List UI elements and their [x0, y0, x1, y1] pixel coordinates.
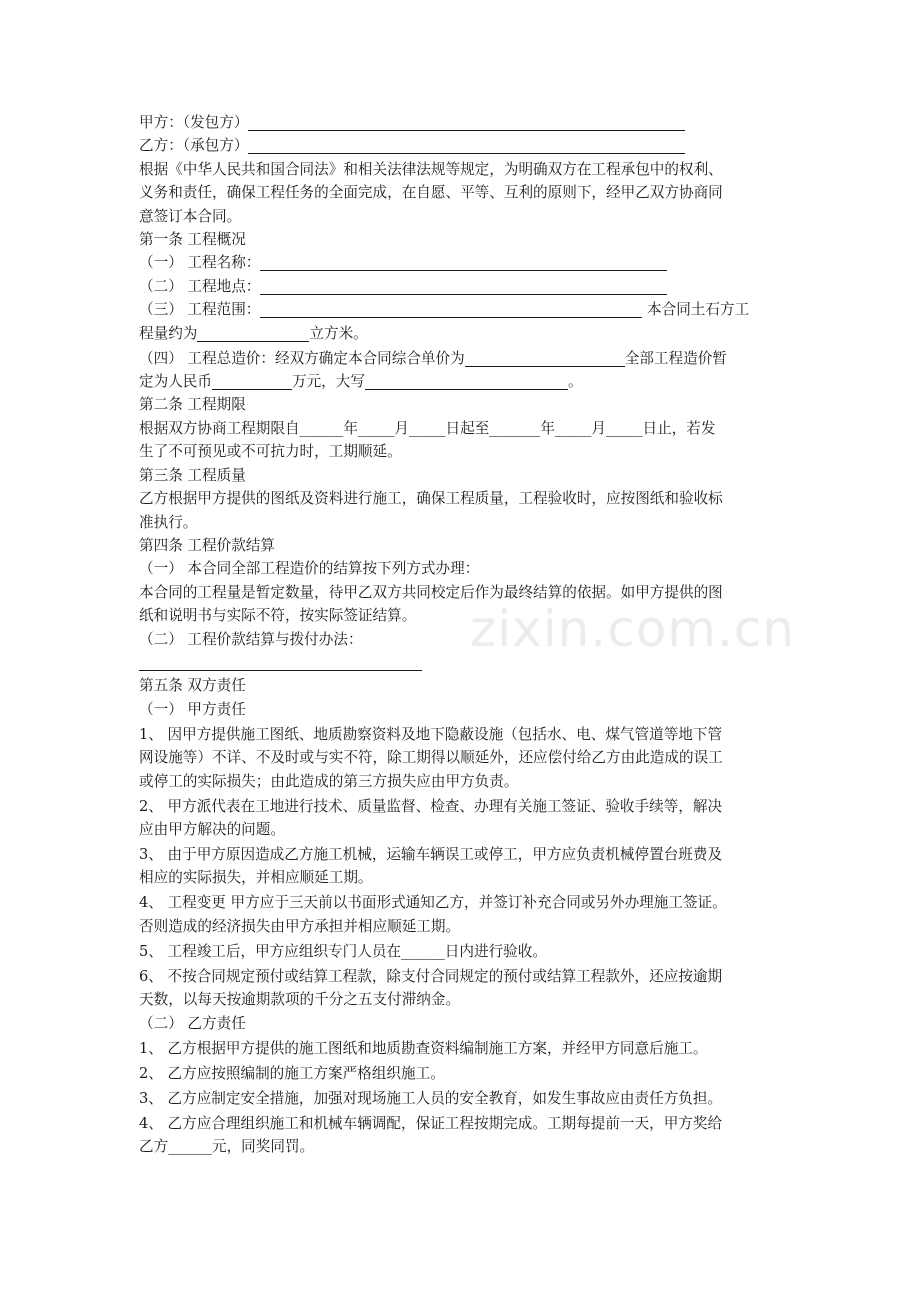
clause-line: 4、 工程变更 甲方应于三天前以书面形式通知乙方，并签订补充合同或另外办理施工签证。	[139, 894, 727, 912]
volume-line: 程量约为 立方米。	[139, 324, 368, 342]
fill-blank[interactable]	[465, 349, 625, 367]
term-line: 生了不可预见或不可抗力时，工期顺延。	[139, 443, 402, 461]
clause-line: 1、 因甲方提供施工图纸、地质勘察资料及地下隐蔽设施（包括水、电、煤气管道等地下管	[139, 725, 723, 743]
article-heading: 第一条 工程概况	[139, 231, 246, 249]
fill-blank[interactable]	[248, 113, 685, 131]
section-heading: （一） 甲方责任	[139, 700, 246, 718]
fill-blank[interactable]	[248, 136, 685, 154]
total-cost-line: （四） 工程总造价：经双方确定本合同综合单价为 全部工程造价暂	[139, 349, 727, 367]
watermark: zixin.com.cn	[470, 600, 796, 658]
rmb-amount-line: 定为人民币 万元，大写 。	[139, 373, 583, 391]
fill-blank[interactable]	[260, 277, 667, 295]
fill-blank[interactable]	[212, 372, 292, 390]
section-heading: （二） 乙方责任	[139, 1014, 246, 1032]
settlement-blank-line	[139, 651, 789, 674]
clause-line: 否则造成的经济损失由甲方承担并相应顺延工期。	[139, 917, 461, 935]
quality-line: 乙方根据甲方提供的图纸及资料进行施工，确保工程质量，工程验收时，应按图纸和验收标	[139, 490, 723, 508]
project-location-line: （二） 工程地点：	[139, 275, 789, 298]
settlement-line: 纸和说明书与实际不符，按实际签证结算。	[139, 607, 417, 625]
project-name-line: （一） 工程名称：	[139, 251, 789, 274]
settlement-line: （二） 工程价款结算与拨付办法：	[139, 630, 363, 648]
preamble-line: 意签订本合同。	[139, 207, 242, 225]
settlement-line: （一） 本合同全部工程造价的结算按下列方式办理：	[139, 560, 480, 578]
clause-line: 相应的实际损失，并相应顺延工期。	[139, 869, 373, 887]
project-scope-line: （三） 工程范围： 本合同土石方工	[139, 301, 750, 319]
preamble-line: 义务和责任，确保工程任务的全面完成，在自愿、平等、互利的原则下，经甲乙双方协商同	[139, 184, 723, 202]
fill-blank[interactable]	[197, 324, 309, 342]
clause-line: 2、 乙方应按照编制的施工方案严格组织施工。	[139, 1064, 445, 1082]
preamble-line: 根据《中华人民共和国合同法》和相关法律法规等规定，为明确双方在工程承包中的权利、	[139, 160, 723, 178]
clause-line: 1、 乙方根据甲方提供的施工图纸和地质勘查资料编制施工方案，并经甲方同意后施工。	[139, 1039, 708, 1057]
article-heading: 第四条 工程价款结算	[139, 536, 275, 554]
clause-line: 2、 甲方派代表在工地进行技术、质量监督、检查、办理有关施工签证、验收手续等，解决	[139, 797, 723, 815]
clause-line: 天数，以每天按逾期款项的千分之五支付滞纳金。	[139, 991, 461, 1009]
clause-line: 应由甲方解决的问题。	[139, 820, 285, 838]
clause-line: 5、 工程竣工后，甲方应组织专门人员在______日内进行验收。	[139, 942, 547, 960]
clause-line: 3、 由于甲方原因造成乙方施工机械，运输车辆误工或停工，甲方应负责机械停置台班费及	[139, 845, 723, 863]
article-heading: 第三条 工程质量	[139, 466, 246, 484]
fill-blank[interactable]	[365, 372, 568, 390]
clause-line: 或停工的实际损失；由此造成的第三方损失应由甲方负责。	[139, 772, 519, 790]
quality-line: 准执行。	[139, 513, 198, 531]
clause-line: 6、 不按合同规定预付或结算工程款，除支付合同规定的预付或结算工程款外，还应按逾期	[139, 967, 723, 985]
article-heading: 第二条 工程期限	[139, 396, 246, 414]
party-b-line: 乙方：（承包方）	[139, 134, 789, 157]
fill-blank[interactable]	[260, 300, 642, 318]
article-heading: 第五条 双方责任	[139, 677, 246, 695]
clause-line: 4、 乙方应合理组织施工和机械车辆调配，保证工程按期完成。工期每提前一天，甲方奖给	[139, 1114, 723, 1132]
settlement-line: 本合同的工程量是暂定数量，待甲乙双方共同校定后作为最终结算的依据。如甲方提供的图	[139, 583, 723, 601]
contract-body	[139, 111, 789, 1158]
clause-line: 网设施等）不详、不及时或与实不符，除工期得以顺延外，还应偿付给乙方由此造成的误工	[139, 749, 723, 767]
fill-blank[interactable]	[139, 653, 422, 671]
fill-blank[interactable]	[260, 253, 667, 271]
party-a-line: 甲方：（发包方）	[139, 111, 789, 134]
term-line: 根据双方协商工程期限自______年_____月_____日起至_______年_____月_____日止，若发	[139, 419, 716, 437]
clause-line: 3、 乙方应制定安全措施，加强对现场施工人员的安全教育，如发生事故应由责任方负担。	[139, 1089, 723, 1107]
clause-line: 乙方______元，同奖同罚。	[139, 1138, 315, 1155]
